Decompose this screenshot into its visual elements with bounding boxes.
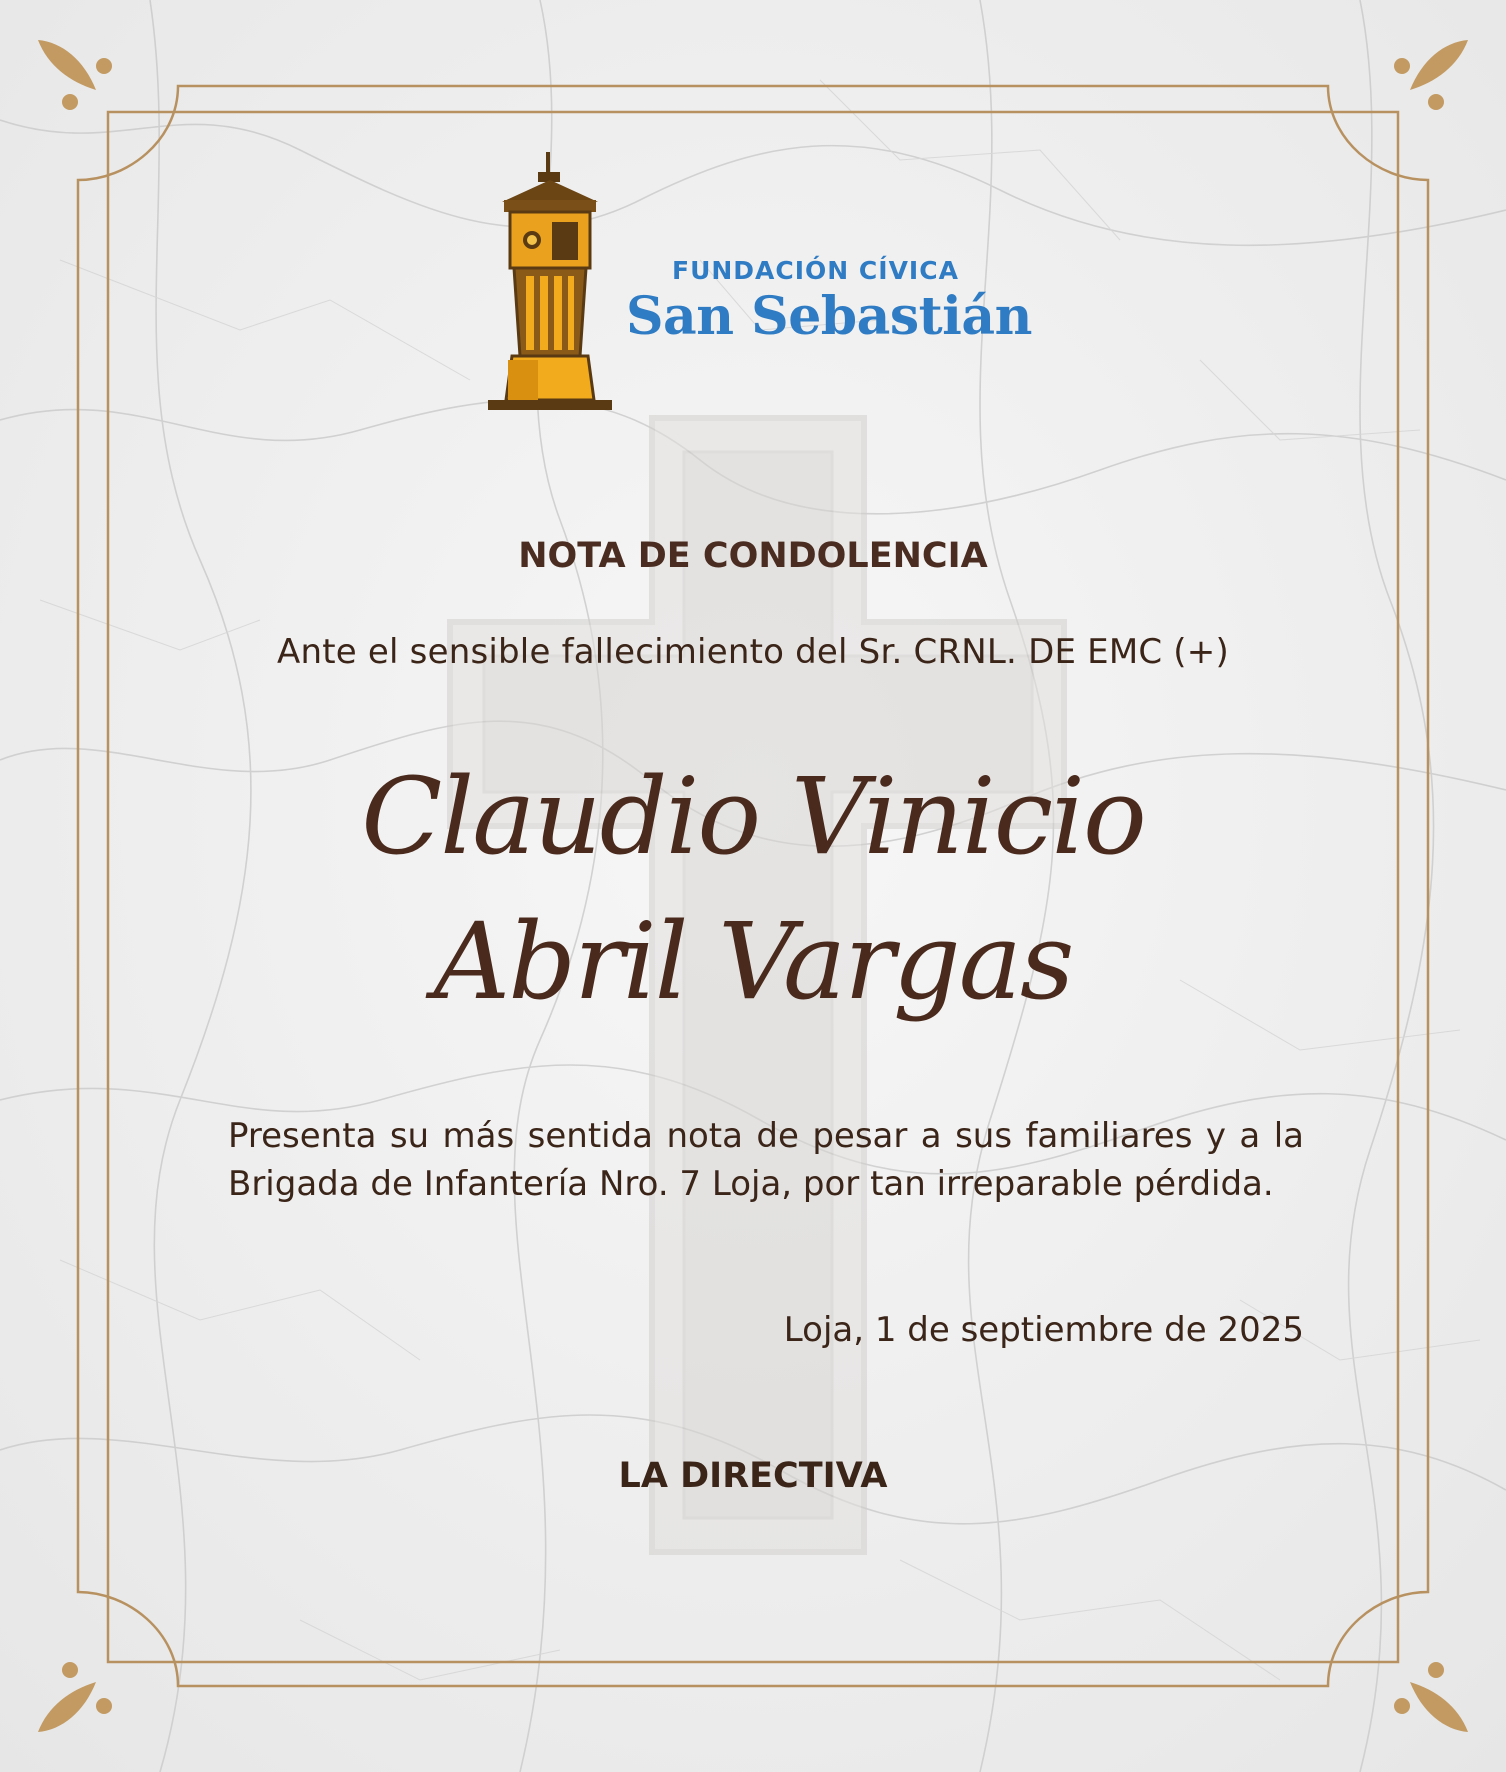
deceased-name-line2: Abril Vargas — [433, 900, 1073, 1023]
signature: LA DIRECTIVA — [618, 1456, 888, 1496]
notice-body: Presenta su más sentida nota de pesar a sus familiares y a la Brigada de Infantería Nro. 7 Loja, por tan irreparable pérdida. — [228, 1116, 1304, 1204]
notice-title: NOTA DE CONDOLENCIA — [518, 536, 988, 576]
deceased-name-line1: Claudio Vinicio — [361, 755, 1145, 878]
clock-tower-icon — [480, 150, 620, 415]
notice-date: Loja, 1 de septiembre de 2025 — [783, 1310, 1304, 1350]
organization-name-line2: San Sebastián — [626, 286, 1032, 347]
organization-logo — [480, 150, 1040, 420]
organization-name-line1: FUNDACIÓN CÍVICA — [672, 256, 959, 285]
notice-intro: Ante el sensible fallecimiento del Sr. CRNL. DE EMC (+) — [277, 632, 1229, 672]
